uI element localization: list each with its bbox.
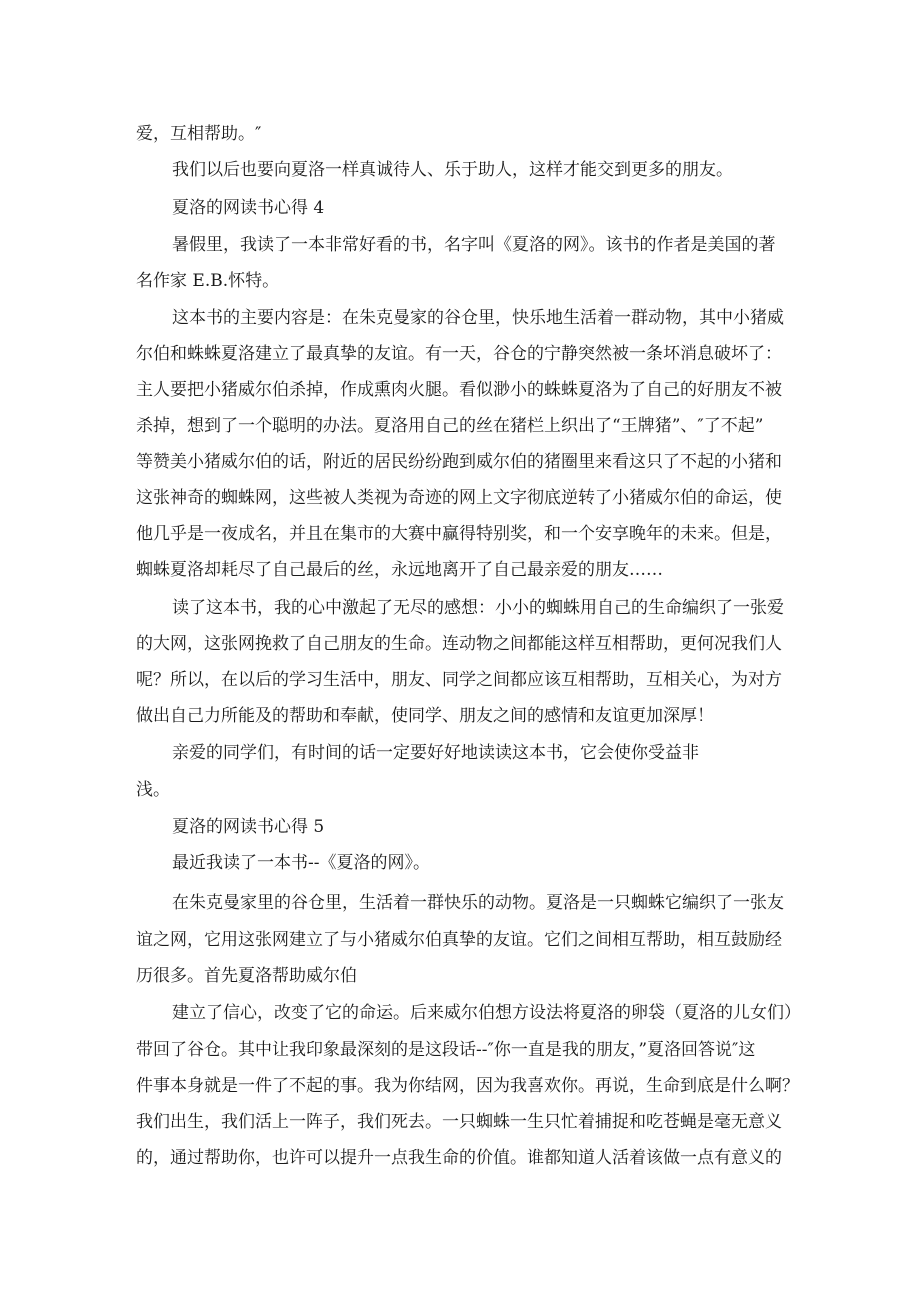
text-line: 建立了信心，改变了它的命运。后来威尔伯想方设法将夏洛的卵袋（夏洛的儿女们）	[172, 1003, 801, 1023]
text-line: 杀掉，想到了一个聪明的办法。夏洛用自己的丝在猪栏上织出了“王牌猪”、″了不起”	[136, 416, 764, 436]
text-line: 谊之网，它用这张网建立了与小猪威尔伯真挚的友谊。它们之间相互帮助，相互鼓励经	[136, 930, 782, 950]
text-line: 等赞美小猪威尔伯的话，附近的居民纷纷跑到威尔伯的猪圈里来看这只了不起的小猪和	[136, 452, 782, 472]
text-line: 呢？所以，在以后的学习生活中，朋友、同学之间都应该互相帮助，互相关心，为对方	[136, 670, 782, 690]
text-line: 我们出生，我们活上一阵子，我们死去。一只蜘蛛一生只忙着捕捉和吃苍蝇是毫无意义	[136, 1112, 782, 1132]
text-line: 尔伯和蛛蛛夏洛建立了最真挚的友谊。有一天，谷仓的宁静突然被一条坏消息破坏了：	[136, 344, 782, 364]
text-line: 他几乎是一夜成名，并且在集市的大赛中赢得特别奖，和一个安享晚年的未来。但是，	[136, 524, 782, 544]
section-heading: 夏洛的网读书心得 5	[172, 817, 325, 837]
text-line: 在朱克曼家里的谷仓里，生活着一群快乐的动物。夏洛是一只蜘蛛它编织了一张友	[172, 893, 784, 913]
text-line: 亲爱的同学们，有时间的话一定要好好地读读这本书，它会使你受益非	[172, 743, 699, 763]
text-line: 主人要把小猪威尔伯杀掉，作成熏肉火腿。看似渺小的蛛蛛夏洛为了自己的好朋友不被	[136, 380, 782, 400]
text-line: 的，通过帮助你，也许可以提升一点我生命的价值。谁都知道人活着该做一点有意义的	[136, 1148, 782, 1168]
text-line: 这张神奇的蜘蛛网，这些被人类视为奇迹的网上文字彻底逆转了小猪威尔伯的命运，使	[136, 488, 782, 508]
text-line: 历很多。首先夏洛帮助威尔伯	[136, 966, 357, 986]
text-line: 的大网，这张网挽救了自己朋友的生命。连动物之间都能这样互相帮助，更何况我们人	[136, 634, 782, 654]
text-line: 最近我读了一本书--《夏洛的网》。	[172, 853, 430, 873]
text-line: 我们以后也要向夏洛一样真诚待人、乐于助人，这样才能交到更多的朋友。	[172, 160, 733, 180]
text-line: 名作家 E.B.怀特。	[136, 271, 280, 291]
section-heading: 夏洛的网读书心得 4	[172, 198, 325, 218]
text-line: 件事本身就是一件了不起的事。我为你结网，因为我喜欢你。再说，生命到底是什么啊？	[136, 1076, 799, 1096]
text-line: 爱，互相帮助。″	[136, 124, 262, 144]
text-line: 暑假里，我读了一本非常好看的书，名字叫《夏洛的网》。该书的作者是美国的著	[172, 235, 776, 255]
text-line: 带回了谷仓。其中让我印象最深刻的是这段话--″你一直是我的朋友，”夏洛回答说″这	[136, 1040, 756, 1060]
text-line: 读了这本书，我的心中激起了无尽的感想：小小的蜘蛛用自己的生命编织了一张爱	[172, 598, 784, 618]
text-line: 浅。	[136, 780, 170, 800]
text-line: 这本书的主要内容是：在朱克曼家的谷仓里，快乐地生活着一群动物，其中小猪威	[172, 308, 784, 328]
text-line: 做出自己力所能及的帮助和奉献，使同学、朋友之间的感情和友谊更加深厚！	[136, 706, 714, 726]
text-line: 蜘蛛夏洛却耗尽了自己最后的丝，永远地离开了自己最亲爱的朋友……	[136, 560, 663, 580]
